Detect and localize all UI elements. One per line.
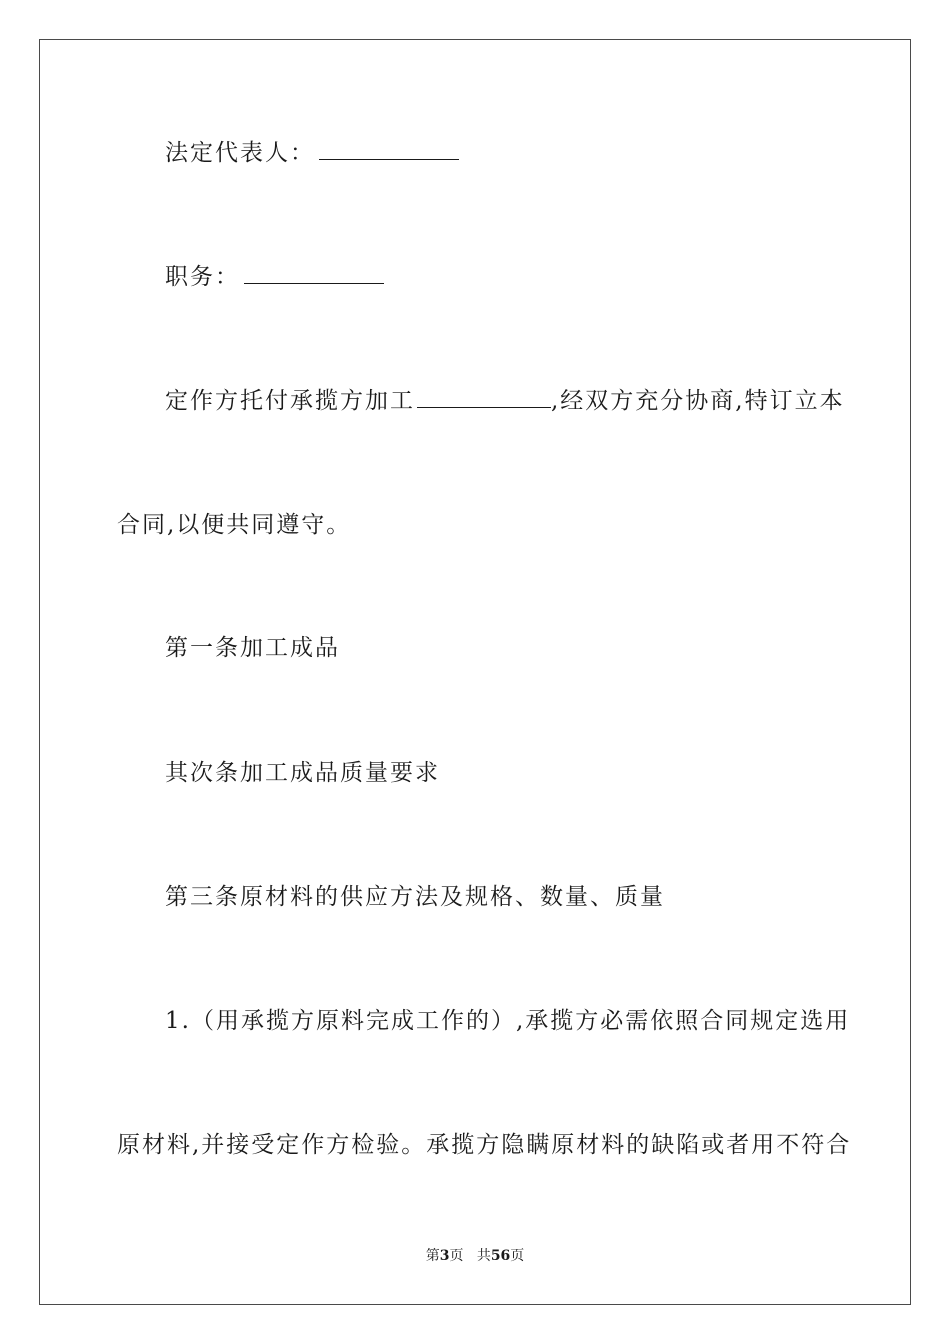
contract-intro-after: ,经双方充分协商,特订立本 xyxy=(551,388,845,414)
clause-1-line: 1.（用承揽方原料完成工作的）,承揽方必需依照合同规定选用 xyxy=(165,1008,851,1034)
clause-1-continuation: 原材料,并接受定作方检验。承揽方隐瞒原材料的缺陷或者用不符合 xyxy=(117,1132,852,1158)
page-footer: 第3页 共56页 xyxy=(425,1248,525,1264)
legal-representative-blank[interactable] xyxy=(319,139,459,160)
article-1-heading: 第一条加工成品 xyxy=(165,635,340,661)
article-2-heading: 其次条加工成品质量要求 xyxy=(165,760,440,786)
page-number: 3 xyxy=(439,1248,450,1264)
total-pages: 56 xyxy=(490,1248,511,1264)
contract-intro-before: 定作方托付承揽方加工 xyxy=(165,388,415,414)
legal-representative-label: 法定代表人： xyxy=(165,140,315,166)
contract-intro-continuation: 合同,以便共同遵守。 xyxy=(117,512,352,538)
legal-representative-line xyxy=(165,138,459,168)
position-line xyxy=(165,262,384,292)
position-label: 职务： xyxy=(165,264,240,290)
article-3-heading: 第三条原材料的供应方法及规格、数量、质量 xyxy=(165,884,665,910)
contract-intro-line xyxy=(165,386,845,416)
processing-item-blank[interactable] xyxy=(417,387,551,408)
page-border xyxy=(39,39,911,1305)
position-blank[interactable] xyxy=(244,263,384,284)
